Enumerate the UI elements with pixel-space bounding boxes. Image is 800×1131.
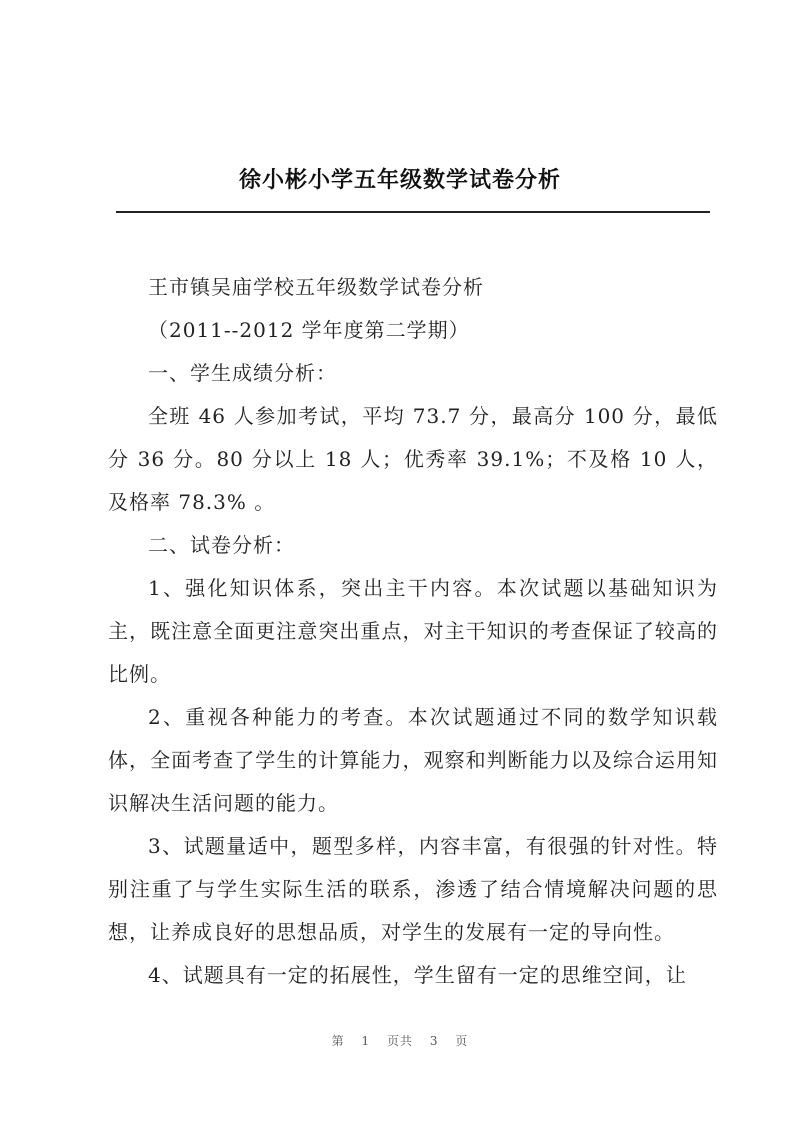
paragraph-point-1: 1、强化知识体系，突出主干内容。本次试题以基础知识为主，既注意全面更注意突出重点，对主干知识的考查保证了较高的比例。	[108, 576, 718, 686]
paragraph-school-heading: 王市镇吴庙学校五年级数学试卷分析	[148, 275, 484, 299]
footer-page-number: 1	[361, 1034, 371, 1048]
footer-total-pages: 3	[429, 1034, 439, 1048]
paragraph-point-2: 2、重视各种能力的考查。本次试题通过不同的数学知识载体，全面考查了学生的计算能力，观察和判断能力以及综合运用知识解决生活问题的能力。	[108, 705, 718, 815]
document-title: 徐小彬小学五年级数学试卷分析	[238, 167, 561, 193]
footer-page-middle: 页共	[386, 1034, 413, 1048]
page-footer	[0, 1032, 800, 1049]
section-heading-scores: 一、学生成绩分析：	[148, 361, 337, 385]
title-divider	[116, 211, 710, 213]
footer-page-suffix: 页	[455, 1034, 469, 1048]
paragraph-point-4: 4、试题具有一定的拓展性，学生留有一定的思维空间，让	[148, 963, 687, 987]
paragraph-point-3: 3、试题量适中，题型多样，内容丰富，有很强的针对性。特别注重了与学生实际生活的联系，渗透了结合情境解决问题的思想，让养成良好的思想品质，对学生的发展有一定的导向性。	[108, 834, 718, 944]
paragraph-score-stats: 全班 46 人参加考试，平均 73.7 分，最高分 100 分，最低分 36 分。80 分以上 18 人；优秀率 39.1%；不及格 10 人，及格率 78.3% 。	[108, 404, 718, 514]
section-heading-paper: 二、试卷分析：	[148, 533, 295, 557]
document-body	[108, 266, 718, 997]
footer-page-prefix: 第	[331, 1034, 345, 1048]
paragraph-term: （2011--2012 学年度第二学期）	[148, 318, 470, 342]
